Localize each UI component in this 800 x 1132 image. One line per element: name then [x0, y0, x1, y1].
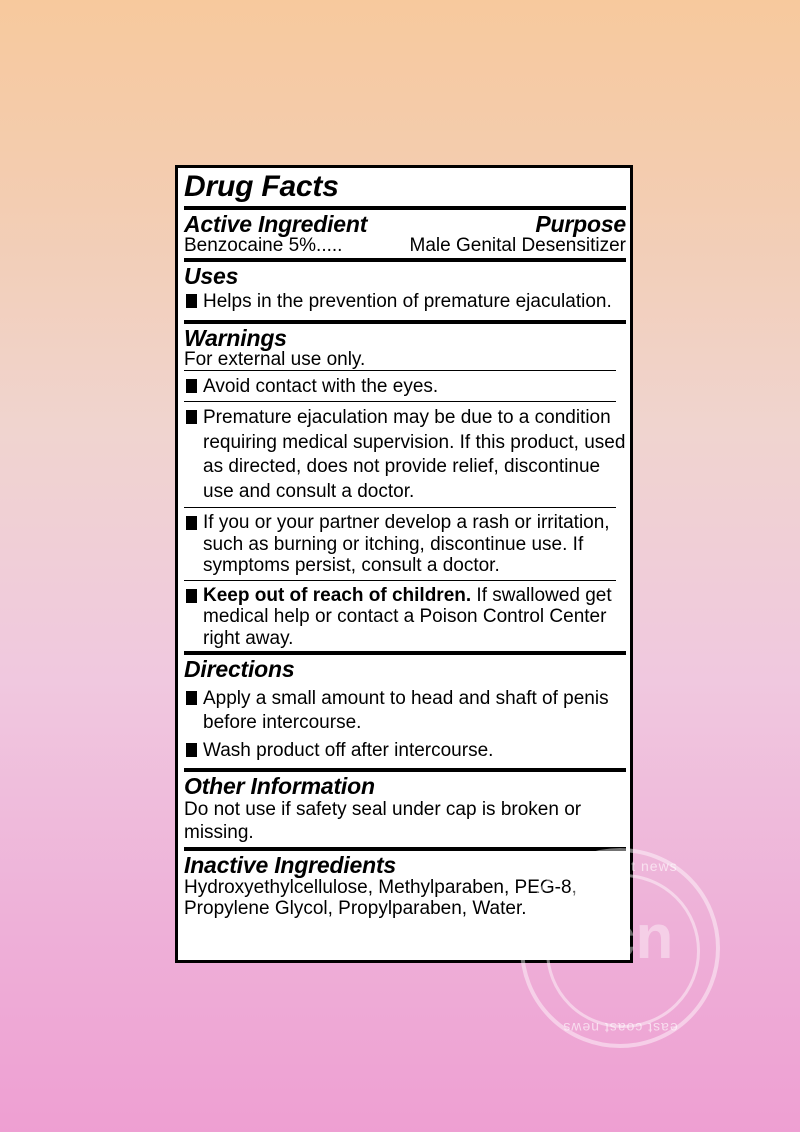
watermark-logo: ecn: [566, 903, 674, 972]
active-ingredient-name: Benzocaine 5%.....: [184, 235, 343, 256]
inactive-ingredients-text: Hydroxyethylcellulose, Methylparaben, PEG-8, Propylene Glycol, Propylparaben, Water.: [184, 876, 577, 919]
bullet-square-icon: [186, 410, 197, 424]
drug-facts-title: Drug Facts: [184, 170, 339, 203]
keep-out-text: If swallowed get medical help or contact a Poison Control Center right away.: [203, 584, 612, 649]
bullet-square-icon: [186, 516, 197, 530]
warning-item: If you or your partner develop a rash or irritation, such as burning or itching, discontinue use. If symptoms persist, consult a doctor.: [184, 508, 626, 580]
warning-item: Avoid contact with the eyes.: [184, 371, 626, 402]
bullet-square-icon: [186, 691, 197, 705]
bullet-square-icon: [186, 589, 197, 603]
bullet-square-icon: [186, 743, 197, 757]
active-ingredient-heading: Active Ingredient: [184, 211, 368, 237]
directions-heading: Directions: [184, 656, 295, 682]
warnings-section: [184, 320, 626, 652]
other-information-heading: Other Information: [184, 772, 375, 799]
uses-item: Helps in the prevention of premature ejaculation.: [184, 288, 626, 317]
warning-keep-out-item: [184, 581, 626, 652]
watermark-seal: [520, 848, 720, 1048]
active-ingredient-section: [184, 206, 626, 258]
active-ingredient-purpose: Male Genital Desensitizer: [409, 235, 626, 256]
uses-section: [184, 258, 626, 320]
other-information-text: Do not use if safety seal under cap is broken or missing.: [184, 798, 582, 843]
keep-out-bold-text: Keep out of reach of children.: [203, 584, 472, 606]
bullet-square-icon: [186, 379, 197, 393]
inactive-ingredients-heading: Inactive Ingredients: [184, 851, 397, 878]
directions-item: Wash product off after intercourse.: [184, 737, 626, 766]
directions-item: Apply a small amount to head and shaft of penis before intercourse.: [184, 681, 626, 737]
other-information-section: [184, 768, 626, 847]
warning-item: Premature ejaculation may be due to a condition requiring medical supervision. If this product, used as directed, does not provide relief, discontinue use and consult a doctor.: [184, 402, 626, 507]
watermark-ring-text: east coast news: [562, 858, 678, 874]
purpose-heading: Purpose: [535, 211, 626, 237]
uses-heading: Uses: [184, 263, 239, 289]
warnings-intro: For external use only.: [184, 348, 366, 370]
directions-section: [184, 651, 626, 768]
bullet-square-icon: [186, 294, 197, 308]
drug-facts-label: [175, 165, 633, 963]
watermark-ring-text-bottom: east coast news: [562, 1020, 678, 1036]
warnings-heading: Warnings: [184, 324, 287, 351]
